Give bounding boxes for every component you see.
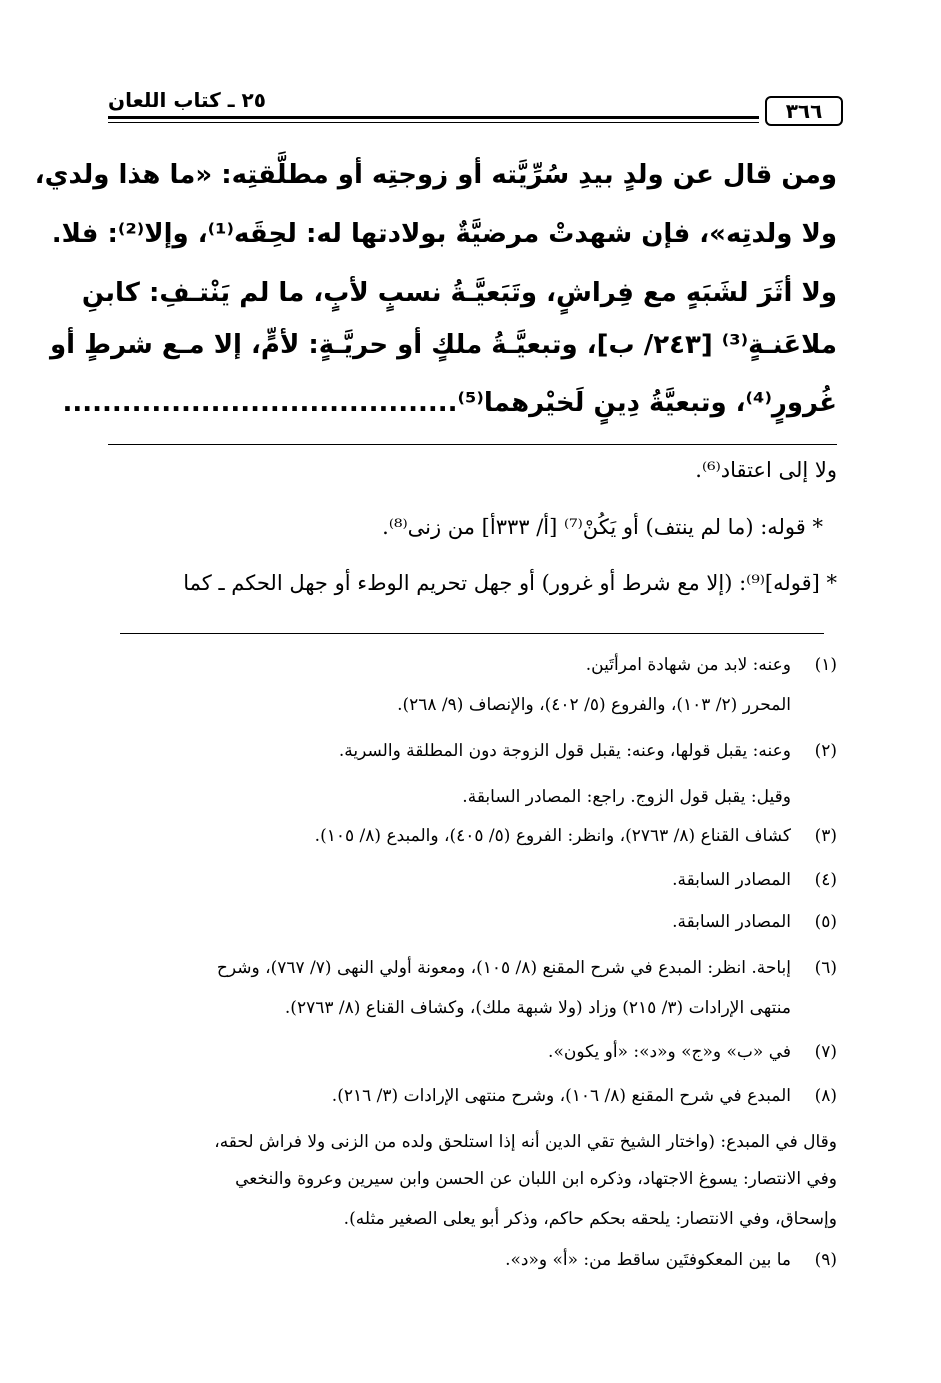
footnote-text: إباحة. انظر: المبدع في شرح المقنع (٨/ ١٠٥)، ومعونة أولي النهى (٧/ ٧٦٧)، وشرح	[216, 958, 791, 978]
footnote-line	[108, 1209, 837, 1229]
footnote-number: (٩)	[814, 1250, 837, 1270]
footnote-line	[108, 1042, 837, 1062]
footnote-line	[108, 958, 837, 978]
footnote-number: (٨)	[814, 1086, 837, 1106]
footnote-text: ما بين المعكوفتَين ساقط من: «أ» و«د».	[505, 1250, 791, 1270]
header-rule	[108, 116, 759, 119]
footnote-text: وإسحاق، وفي الانتصار: يلحقه بحكم حاكم، وذكر أبو يعلى الصغير مثله).	[343, 1209, 837, 1229]
footnote-line	[108, 1086, 837, 1106]
text-separator	[108, 444, 837, 445]
footnote-text: وقيل: يقبل قول الزوج. راجع: المصادر السابقة.	[462, 787, 791, 807]
footnote-text: المصادر السابقة.	[672, 870, 791, 890]
footnote-text: المبدع في شرح المقنع (٨/ ١٠٦)، وشرح منتهى الإرادات (٣/ ٢١٦).	[331, 1086, 791, 1106]
main-text-line: ملاعَنـةٍ⁽³⁾ [٢٤٣/ ب]، وتبعيَّـةُ ملكٍ أو حريَّـةٍ: لأمٍّ، إلا مـع شرطٍ أو	[49, 330, 837, 360]
footnote-number: (٧)	[814, 1042, 837, 1062]
footnote-text: وعنه: يقبل قولها، وعنه: يقبل قول الزوجة دون المطلقة والسرية.	[338, 741, 791, 761]
main-text-line: غُرورٍ⁽⁴⁾، وتبعيَّةُ دِينٍ لَخيْرهما⁽⁵⁾........................................	[62, 388, 837, 418]
footnote-number: (٥)	[814, 912, 837, 932]
footnote-text: المصادر السابقة.	[672, 912, 791, 932]
footnote-line	[108, 912, 837, 932]
footnote-number: (٤)	[814, 870, 837, 890]
footnote-number: (٦)	[814, 958, 837, 978]
footnote-text: وقال في المبدع: (واختار الشيخ تقي الدين أنه إذا استلحق ولده من الزنى ولا فراش لحقه،	[214, 1132, 837, 1152]
header-rule-thin	[108, 122, 759, 123]
main-text-line: ولا ولدتِه»، فإن شهدتْ مرضيَّةٌ بولادتها له: لحِقَه⁽¹⁾، وإلا⁽²⁾: فلا.	[51, 219, 837, 249]
footnote-line	[108, 998, 837, 1018]
footnote-separator	[120, 633, 824, 634]
footnote-text: منتهى الإرادات (٣/ ٢١٥) وزاد (ولا شبهة ملك)، وكشاف القناع (٨/ ٢٧٦٣).	[284, 998, 791, 1018]
commentary-line: * قوله: (ما لم ينتف) أو يَكُنْ⁽⁷⁾ [أ/ ٣٣٣أ] من زنى⁽⁸⁾.	[382, 515, 823, 539]
footnote-text: المحرر (٢/ ١٠٣)، والفروع (٥/ ٤٠٢)، والإنصاف (٩/ ٢٦٨).	[397, 695, 791, 715]
footnote-line	[108, 655, 837, 675]
main-text-line: ولا أثَرَ لشَبَهٍ مع فِراشٍ، وتَبَعيَّـةُ نسبٍ لأبٍ، ما لم يَنْتـفِ: كابنِ	[81, 278, 837, 308]
footnote-line	[108, 826, 837, 846]
page-number: ٣٦٦	[765, 96, 843, 126]
commentary-line: ولا إلى اعتقاد⁽⁶⁾.	[695, 458, 837, 482]
footnote-line	[108, 741, 837, 761]
footnote-line	[108, 870, 837, 890]
footnote-line	[108, 695, 837, 715]
commentary-line: * [قوله]⁽⁹⁾: (إلا مع شرط أو غرور) أو جهل تحريم الوطء أو جهل الحكم ـ كما	[183, 571, 837, 595]
footnote-line	[108, 1132, 837, 1152]
footnote-text: وفي الانتصار: يسوغ الاجتهاد، وذكره ابن اللبان عن الحسن وابن سيرين وعروة والنخعي	[235, 1169, 837, 1189]
footnote-line	[108, 1169, 837, 1189]
footnote-number: (٢)	[814, 741, 837, 761]
footnote-line	[108, 787, 837, 807]
footnote-number: (١)	[814, 655, 837, 675]
footnote-number: (٣)	[814, 826, 837, 846]
footnote-text: وعنه: لابد من شهادة امرأتَين.	[585, 655, 791, 675]
main-text-line: ومن قال عن ولدٍ بيدِ سُرِّيَّته أو زوجتِه أو مطلَّقتِه: «ما هذا ولدي،	[34, 160, 837, 190]
footnote-line	[108, 1250, 837, 1270]
running-title: ٢٥ ـ كتاب اللعان	[108, 88, 266, 112]
footnote-text: في «ب» و«ج» و«د»: «أو يكون».	[548, 1042, 791, 1062]
footnote-text: كشاف القناع (٨/ ٢٧٦٣)، وانظر: الفروع (٥/ ٤٠٥)، والمبدع (٨/ ١٠٥).	[314, 826, 791, 846]
